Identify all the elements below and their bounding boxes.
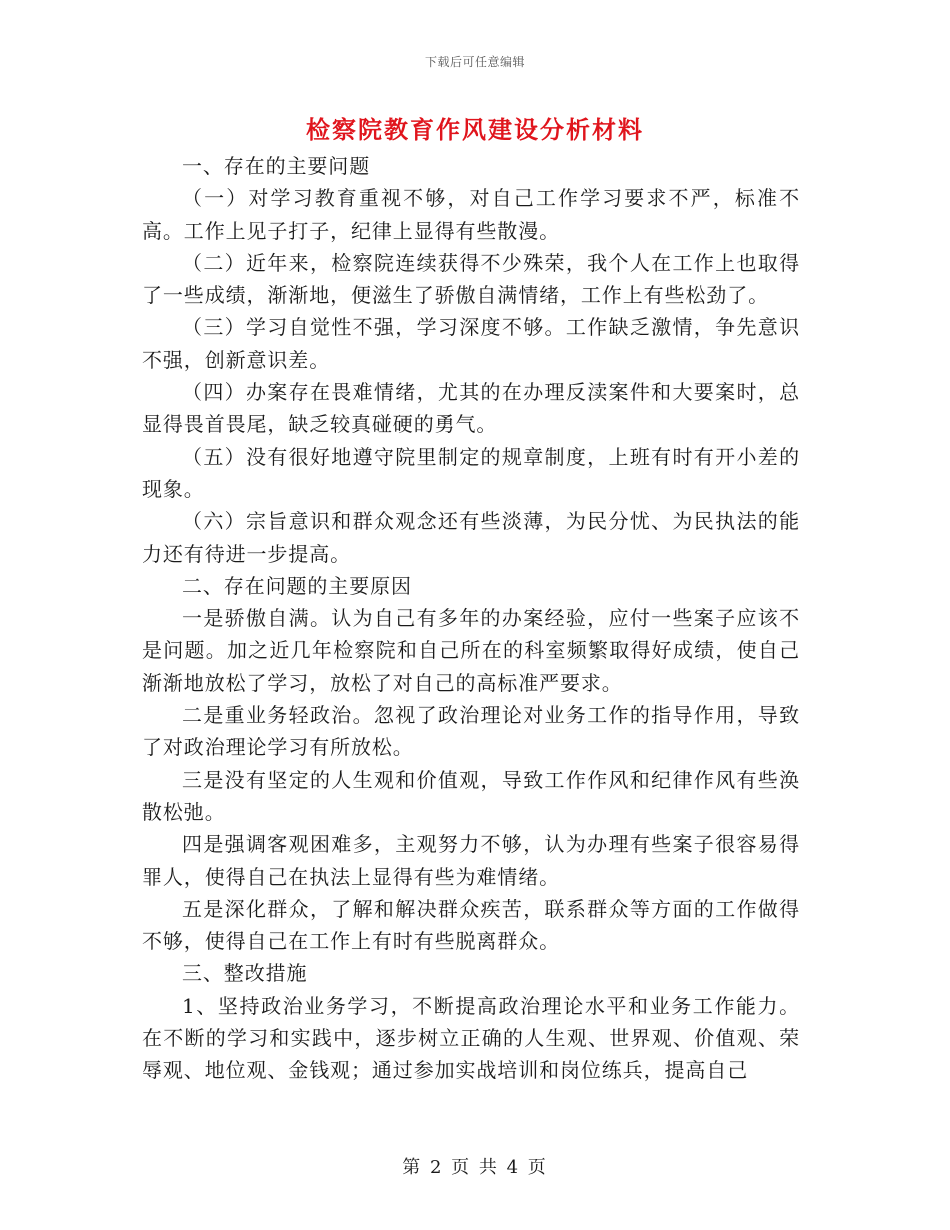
paragraph-measure-1: 1、坚持政治业务学习，不断提高政治理论水平和业务工作能力。在不断的学习和实践中，逐步树立正确的人生观、世界观、价值观、荣辱观、地位观、金钱观；通过参加实战培训和岗位练兵，提高自己 (142, 993, 800, 1083)
document-title: 检察院教育作风建设分析材料 (306, 115, 644, 144)
paragraph-problem-1: （一）对学习教育重视不够，对自己工作学习要求不严，标准不高。工作上见子打子，纪律上显得有些散漫。 (142, 186, 800, 243)
paragraph-cause-4: 四是强调客观困难多，主观努力不够，认为办理有些案子很容易得罪人，使得自己在执法上显得有些为难情绪。 (142, 832, 800, 889)
paragraph-problem-4: （四）办案存在畏难情绪，尤其的在办理反渎案件和大要案时，总显得畏首畏尾，缺乏较真碰硬的勇气。 (142, 380, 800, 437)
paragraph-cause-5: 五是深化群众，了解和解决群众疾苦，联系群众等方面的工作做得不够，使得自己在工作上有时有些脱离群众。 (142, 896, 800, 954)
section-heading-problems: 一、存在的主要问题 (182, 154, 371, 178)
paragraph-problem-6: （六）宗旨意识和群众观念还有些淡薄，为民分忧、为民执法的能力还有待进一步提高。 (142, 509, 800, 566)
paragraph-problem-5: （五）没有很好地遵守院里制定的规章制度，上班有时有开小差的现象。 (142, 444, 800, 501)
paragraph-problem-2: （二）近年来，检察院连续获得不少殊荣，我个人在工作上也取得了一些成绩，渐渐地，便滋生了骄傲自满情绪，工作上有些松劲了。 (142, 250, 800, 308)
paragraph-cause-2: 二是重业务轻政治。忽视了政治理论对业务工作的指导作用，导致了对政治理论学习有所放松。 (142, 703, 800, 760)
page-footer: 第 2 页 共 4 页 (402, 1157, 548, 1178)
paragraph-problem-3: （三）学习自觉性不强，学习深度不够。工作缺乏激情，争先意识不强，创新意识差。 (142, 315, 800, 372)
paragraph-cause-1: 一是骄傲自满。认为自己有多年的办案经验，应付一些案子应该不是问题。加之近几年检察院和自己所在的科室频繁取得好成绩，使自己渐渐地放松了学习，放松了对自己的高标准严要求。 (142, 606, 800, 695)
section-heading-measures: 三、整改措施 (182, 961, 308, 986)
paragraph-cause-3: 三是没有坚定的人生观和价值观，导致工作作风和纪律作风有些涣散松弛。 (142, 767, 800, 824)
section-heading-causes: 二、存在问题的主要原因 (182, 573, 412, 598)
header-note: 下载后可任意编辑 (424, 55, 525, 69)
document-body (142, 150, 800, 1087)
